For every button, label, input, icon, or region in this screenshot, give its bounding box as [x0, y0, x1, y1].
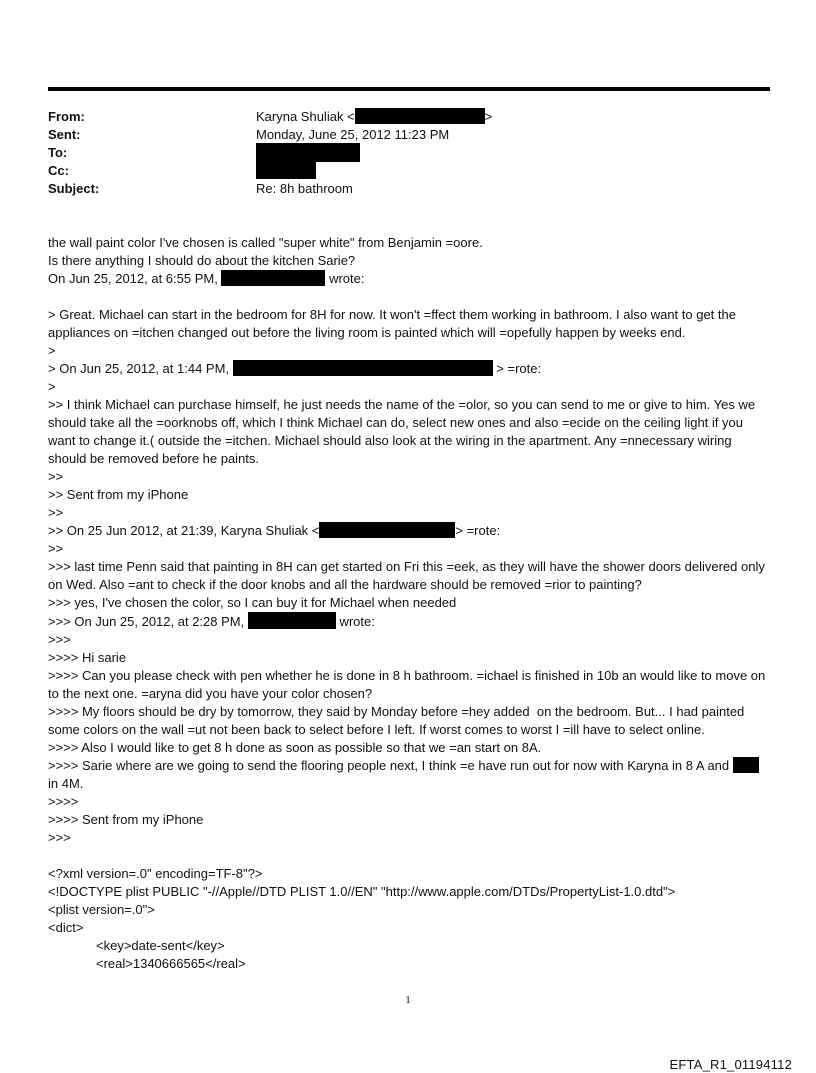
body-line: > — [48, 379, 56, 394]
spacer — [48, 288, 770, 306]
xml-line: <dict> — [48, 920, 84, 935]
subject-value: Re: 8h bathroom — [256, 181, 353, 196]
body-line — [48, 522, 770, 540]
body-line: >> Sent from my iPhone — [48, 487, 189, 502]
body-text-span: >>>> Sarie where are we going to send the flooring people next, I think =e have run out for now with Karyna in 8 A and — [48, 758, 733, 773]
to-value — [256, 143, 360, 164]
body-line: >>> — [48, 632, 71, 647]
redaction-block — [256, 143, 360, 162]
body-line: >>> last time Penn said that painting in 8H can get started on Fri this =eek, as they will have the shower doors delivered only on Wed. Also =ant to check if the door knobs and all the hardware should be removed =rior to painting? — [48, 559, 769, 592]
quote-attribution: > On Jun 25, 2012, at 1:44 PM, — [48, 361, 233, 376]
body-line: >>>> Can you please check with pen whether he is done in 8 h bathroom. =ichael is finished in 10b an would like to move on to the next one. =aryna did you have your color chosen? — [48, 668, 769, 701]
quote-attribution-end: wrote: — [325, 271, 365, 286]
spacer — [48, 847, 770, 865]
redaction-block — [733, 757, 759, 773]
body-line: >>> — [48, 830, 71, 845]
xml-line: <real>1340666565</real> — [96, 956, 246, 971]
quote-attribution-end: > =rote: — [492, 361, 542, 376]
body-line: >> I think Michael can purchase himself, he just needs the name of the =olor, so you can send to me or give to him. Yes we should take all the =oorknobs off, which I think Michael can do, select new ones and also =ecide on the ceiling light if you want to change it.( outside the =itchen. Michael should also look at the wiring in the apartment. Any =nnecessary wiring should be removed before he paints. — [48, 397, 759, 466]
redaction-block — [233, 360, 493, 376]
body-line: > Great. Michael can start in the bedroom for 8H for now. It won't =ffect them working in bathroom. I also want to get the appliances on =itchen changed out before the living room is painted which will =opefully happen by weeks end. — [48, 307, 740, 340]
quote-attribution: >>> On Jun 25, 2012, at 2:28 PM, — [48, 614, 248, 629]
sent-label: Sent: — [48, 127, 81, 142]
sent-value: Monday, June 25, 2012 11:23 PM — [256, 127, 450, 142]
body-line: >> — [48, 469, 64, 484]
redaction-block — [319, 522, 455, 538]
document-id: EFTA_R1_01194112 — [669, 1057, 792, 1072]
body-line: Is there anything I should do about the kitchen Sarie? — [48, 253, 356, 268]
body-line: >>>> — [48, 794, 79, 809]
body-line: >>>> Hi sarie — [48, 650, 127, 665]
from-name: Karyna Shuliak < — [256, 109, 355, 124]
quote-attribution-end: > =rote: — [455, 523, 501, 538]
body-line — [48, 612, 770, 631]
header-rule — [48, 87, 770, 91]
redaction-block — [355, 108, 485, 124]
xml-line: <key>date-sent</key> — [96, 938, 225, 953]
redaction-block — [248, 612, 336, 629]
body-line: >>>> Sent from my iPhone — [48, 812, 204, 827]
cc-value — [256, 162, 316, 181]
email-body — [48, 234, 770, 973]
body-line: >>>> Also I would like to get 8 h done as soon as possible so that we =an start on 8A. — [48, 740, 542, 755]
xml-line: <?xml version=.0" encoding=TF-8"?> — [48, 866, 263, 881]
body-line — [48, 360, 770, 378]
quote-attribution-end: wrote: — [335, 614, 375, 629]
body-text-span: in 4M. — [48, 758, 763, 791]
xml-line: <plist version=.0"> — [48, 902, 155, 917]
cc-label: Cc: — [48, 163, 69, 178]
to-label: To: — [48, 145, 68, 160]
body-line: >> — [48, 541, 64, 556]
redaction-block — [256, 162, 316, 179]
body-line: the wall paint color I've chosen is called "super white" from Benjamin =oore. — [48, 235, 483, 250]
from-label: From: — [48, 109, 85, 124]
xml-line: <!DOCTYPE plist PUBLIC "-//Apple//DTD PLIST 1.0//EN" "http://www.apple.com/DTDs/PropertyList-1.0.dtd"> — [48, 884, 676, 899]
page-number: 1 — [405, 994, 411, 1006]
quote-attribution: >> On 25 Jun 2012, at 21:39, Karyna Shuliak < — [48, 523, 320, 538]
body-line: >> — [48, 505, 64, 520]
redaction-block — [221, 270, 325, 286]
quote-attribution: On Jun 25, 2012, at 6:55 PM, — [48, 271, 222, 286]
body-line: >>> yes, I've chosen the color, so I can buy it for Michael when needed — [48, 595, 457, 610]
from-close: > — [484, 109, 493, 124]
body-line — [48, 270, 770, 288]
subject-label: Subject: — [48, 181, 100, 196]
body-line — [48, 757, 770, 793]
from-value — [256, 108, 492, 126]
body-line: > — [48, 343, 56, 358]
body-line: >>>> My floors should be dry by tomorrow, they said by Monday before =hey added on the bedroom. But... I had painted some colors on the wall =ut not been back to select before I left. If worst comes to worst I =ill have to select online. — [48, 704, 748, 737]
